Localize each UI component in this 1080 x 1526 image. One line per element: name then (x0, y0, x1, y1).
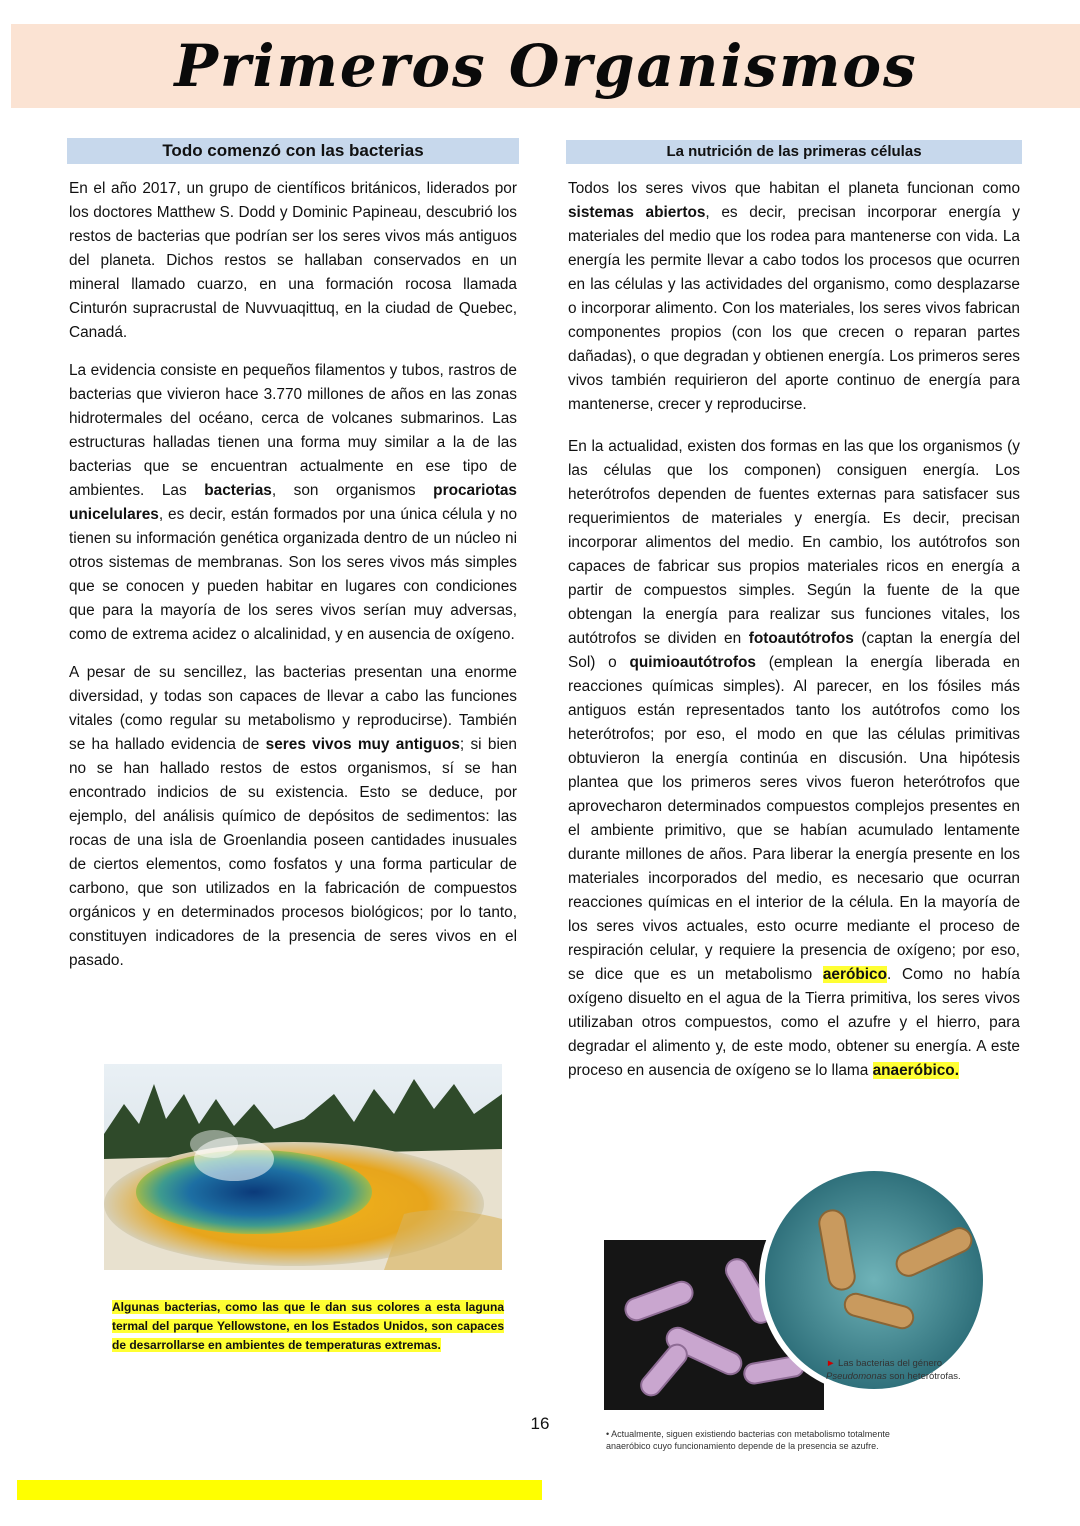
page-number: 16 (530, 1414, 550, 1433)
left-column (69, 177, 517, 987)
micrograph-note: • Actualmente, siguen existiendo bacterias con metabolismo totalmente anaeróbico cuyo funcionamiento depende de la presencia se azufre. (606, 1429, 890, 1451)
paragraph: La evidencia consiste en pequeños filamentos y tubos, rastros de bacterias que vivieron hace 3.770 millones de años en las zonas hidrotermales del océano, cerca de volcanes submarinos. Las estructuras halladas tienen una forma muy similar a la de las bacterias que se encuentran actualmente en ese tipo de ambientes. Las bacterias, son organismos procariotas unicelulares, es decir, están formados por una única célula y no tienen su información genética organizada dentro de un núcleo ni otros sistemas de membranas. Son los seres vivos más simples que se conocen y pueden habitar en lugares con condiciones que para la mayoría de los seres vivos serían muy adversas, como de extrema acidez o alcalinidad, y en ausencia de oxígeno. (69, 362, 517, 643)
bullet-icon: • (606, 1429, 610, 1439)
section-heading-bacterias: Todo comenzó con las bacterias (67, 138, 519, 164)
arrow-icon: ► (826, 1358, 836, 1369)
photo-caption: Algunas bacterias, como las que le dan sus colores a esta laguna termal del parque Yellowstone, en los Estados Unidos, son capaces de desarrollarse en ambientes de temperaturas extremas. (112, 1300, 504, 1352)
paragraph: En la actualidad, existen dos formas en las que los organismos (y las células que los componen) consiguen energía. Los heterótrofos dependen de fuentes externas para satisfacer sus requerimientos de materiales y energía. Es decir, precisan incorporar alimentos del medio. En cambio, los autótrofos son capaces de fabricar sus propios materiales ricos en energía a partir de compuestos simples. Según la fuente de la que obtengan la energía para realizar sus funciones vitales, los autótrofos se dividen en fotoautótrofos (captan la energía del Sol) o quimioautótrofos (emplean la energía liberada en reacciones químicas simples). Al parecer, en los fósiles más antiguos están representados tanto los autótrofos como los heterótrofos; por eso, el modo en que las células primitivas obtuvieron la energía continúa en discusión. Una hipótesis plantea que los primeros seres vivos fueron heterótrofos que aprovecharon determinados compuestos complejos presentes en el ambiente primitivo, que se habían acumulado lentamente durante millones de años. Para liberar la energía presente en los materiales incorporados del medio, es necesario que ocurran reacciones químicas en el interior de la célula. En la mayoría de los seres vivos actuales, esto ocurre mediante el proceso de respiración celular, y requiere la presencia de oxígeno; por eso, se dice que es un metabolismo aeróbico. Como no había oxígeno disuelto en el agua de la Tierra primitiva, los seres vivos utilizaban otros compuestos, como el azufre y el hierro, para degradar el alimento y, de este modo, obtener su energía. A este proceso en ausencia de oxígeno se lo llama anaeróbico. (568, 438, 1021, 1079)
paragraph: A pesar de su sencillez, las bacterias presentan una enorme diversidad, y todas son capaces de llevar a cabo las funciones vitales (como regular su metabolismo y reproducirse). También se ha hallado evidencia de seres vivos muy antiguos; si bien no se han hallado restos de estos organismos, sí se han encontrado indicios de su existencia. Esto se deduce, por ejemplo, del análisis químico de depósitos de sedimentos: las rocas de una isla de Groenlandia poseen cantidades inusuales de ciertos elementos, como fosfatos y una forma particular de carbono, que son utilizados en la fabricación de compuestos orgánicos y en determinados procesos biológicos; por lo tanto, constituyen indicadores de la presencia de seres vivos en el pasado. (69, 664, 517, 969)
micrograph-caption: ► Las bacterias del género Pseudomonas son heterótrofas. (826, 1358, 961, 1382)
paragraph: En el año 2017, un grupo de científicos británicos, liderados por los doctores Matthew S. Dodd y Dominic Papineau, descubrió los restos de bacterias que podrían ser los seres vivos más antiguos del planeta. Dichos restos se hallaban conservados en un mineral llamado cuarzo, en una formación rocosa llamada Cinturón supracrustal de Nuvvuaqittuq, en la ciudad de Quebec, Canadá. (69, 180, 517, 341)
section-heading-nutricion: La nutrición de las primeras células (566, 140, 1022, 164)
yellowstone-hot-spring-photo (104, 1064, 502, 1270)
right-column (568, 177, 1020, 1097)
footer-highlight-bar (17, 1480, 542, 1500)
paragraph: Todos los seres vivos que habitan el planeta funcionan como sistemas abiertos, es decir, precisan incorporar energía y materiales del medio que los rodea para mantenerse con vida. La energía les permite llevar a cabo todos los procesos que ocurren en las células y las actividades del organismo, como desplazarse o incorporar alimento. Con los materiales, los seres vivos fabrican componentes propios (con los que crecen o reparan partes dañadas), o que degradan y obtienen energía. Los primeros seres vivos también requirieron del aporte continuo de energía para mantenerse, crecer y reproducirse. (568, 180, 1020, 413)
highlight-anaerobico: anaeróbico. (872, 1062, 959, 1079)
title-banner (11, 24, 1080, 108)
highlight-aerobico: aeróbico (822, 966, 887, 983)
page-title: Primeros Organismos (174, 32, 918, 100)
